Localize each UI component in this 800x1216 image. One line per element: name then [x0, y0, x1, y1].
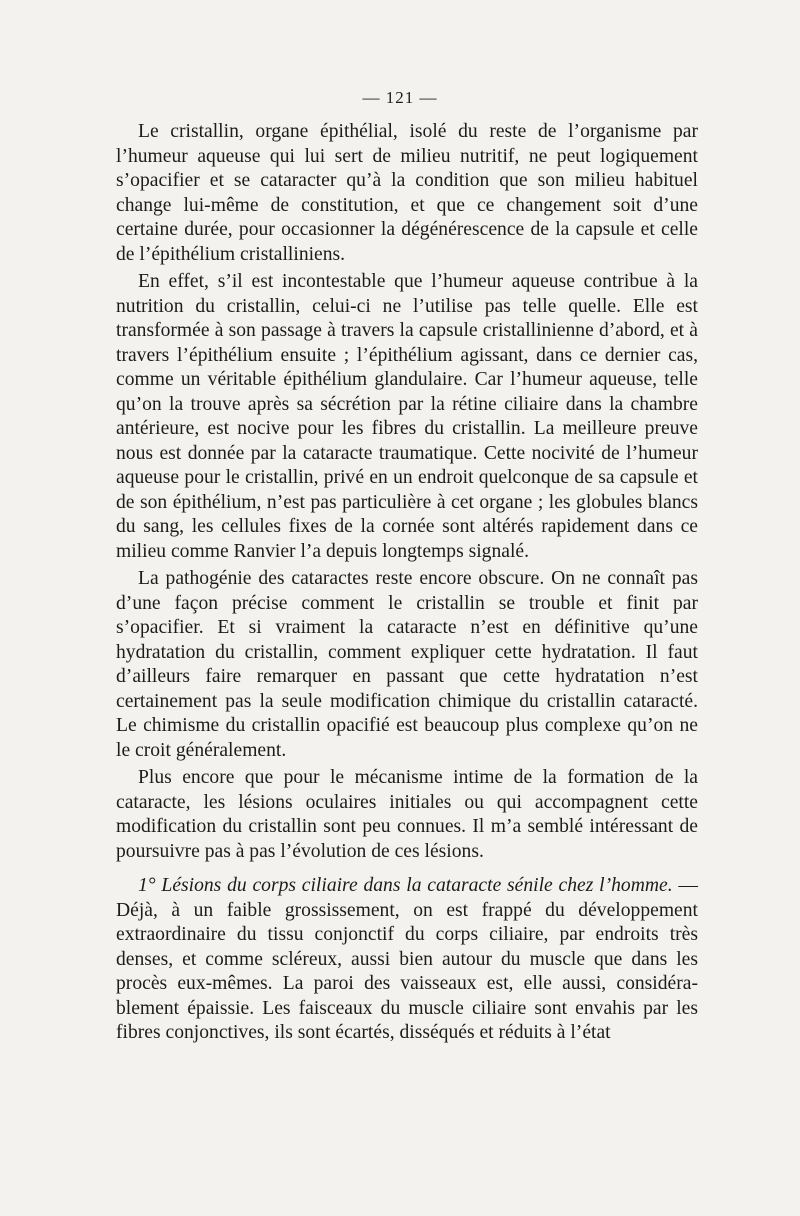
page-number: — 121 —	[362, 88, 438, 107]
paragraph-1: Le cristallin, organe épithélial, isolé du reste de l’organisme par l’humeur aqueuse qui lui sert de milieu nutritif, ne peut logiquement s’opacifier et se cataracter qu’à la condition que son milieu habituel change lui-même de constitution, et que ce changement soit d’une certaine durée, pour occasionner la dégénérescence de la capsule et celle de l’épithélium cristalliniens.	[116, 121, 698, 265]
paragraph-3: La pathogénie des cataractes reste encore obscure. On ne connaît pas d’une façon précise comment le cristallin se trouble et finit par s’opacifier. Et si vraiment la cataracte n’est en définitive qu’une hydratation du cristallin, comment expliquer cette hydratation. Il faut d’ailleurs faire remarquer en passant que cette hydratation n’est certainement pas la seule modification chimique du cristallin cataracté. Le chimisme du cristallin opacifié est beaucoup plus complexe qu’on ne le croit généralement.	[116, 568, 698, 761]
section-heading: 1° Lésions du corps ciliaire dans la cataracte sénile chez l’homme.	[138, 875, 673, 896]
section-body: — Déjà, à un faible grossissement, on est frappé du développement extraordinaire du tissu conjonctif du corps ciliaire, par endroits très denses, et comme scléreux, aussi bien autour du muscle que dans les procès eux-mêmes. La paroi des vaisseaux est, elle aussi, considérablement épaissie. Les faisceaux du muscle ciliaire sont envahis par les fibres conjonctives, ils sont écartés, disséqués et réduits à l’état	[116, 875, 698, 1043]
body-text	[116, 120, 698, 1046]
section-paragraph	[116, 874, 698, 1046]
paragraph-4: Plus encore que pour le mécanisme intime de la formation de la cataracte, les lésions oculaires initiales ou qui accompagnent cette modification du cristallin sont peu connues. Il m’a semblé intéressant de poursuivre pas à pas l’évolution de ces lésions.	[116, 767, 698, 862]
paragraph-2: En effet, s’il est incontestable que l’humeur aqueuse contribue à la nutrition du cristallin, celui-ci ne l’utilise pas telle quelle. Elle est transformée à son passage à travers la capsule cristallinienne d’abord, et à travers l’épithélium ensuite ; l’épithélium agissant, dans ce dernier cas, comme un véritable épithélium glandulaire. Car l’humeur aqueuse, telle qu’on la trouve après sa sécrétion par la rétine ciliaire dans la chambre antérieure, est nocive pour les fibres du cristallin. La meilleure preuve nous est donnée par la cataracte traumatique. Cette nocivité de l’humeur aqueuse pour le cristallin, privé en un endroit quelconque de sa capsule et de son épithélium, n’est pas particulière à cet organe ; les globules blancs du sang, les cellules fixes de la cornée sont altérés rapidement dans ce milieu comme Ranvier l’a depuis longtemps signalé.	[116, 271, 698, 562]
